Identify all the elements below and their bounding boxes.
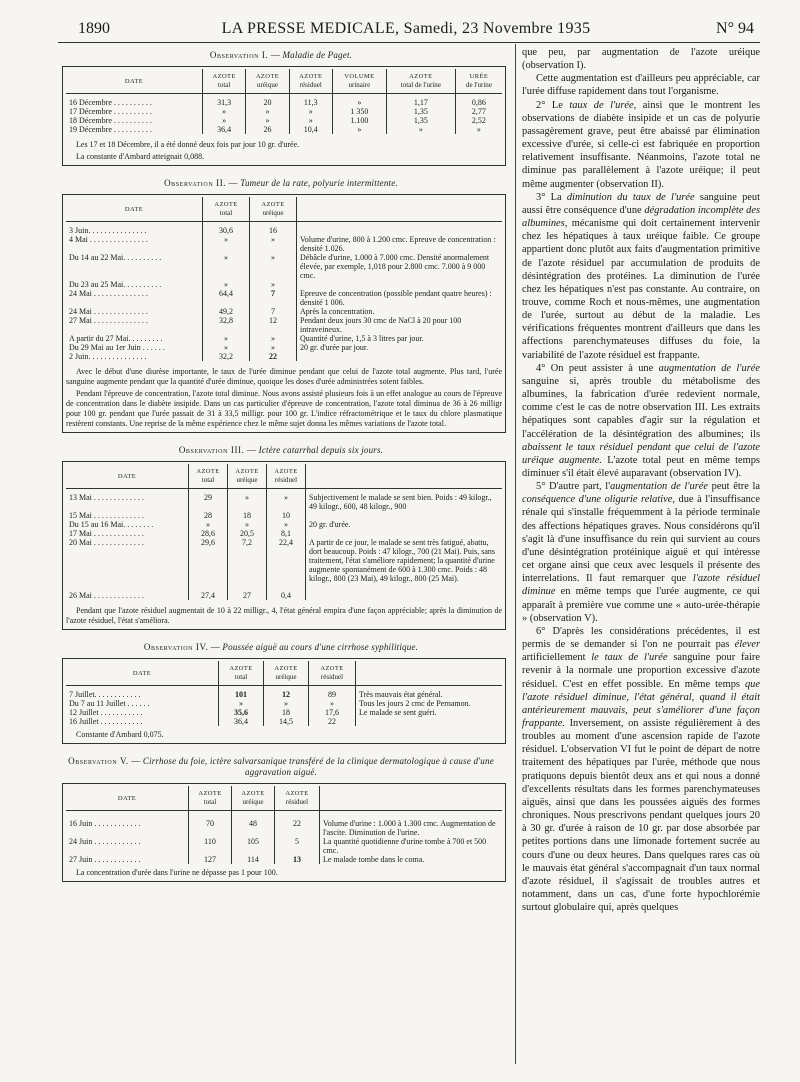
- table-row: Du 23 au 25 Mai. . . . . . . . . . » »: [66, 280, 502, 289]
- col-azote-ureique: AZOTE uréique: [246, 69, 289, 94]
- page-header: [52, 20, 760, 40]
- obs2-note: Avec le début d'une diurèse importante, le taux de l'urée diminue pendant que celui de l'azote total augmente. Plus tard, l'urée sanguine augmente pendant que la quantité d'urée diminue, quoique les doses d'urée administrées soient faibles.: [66, 367, 502, 386]
- table-row: 27 Mai . . . . . . . . . . . . . . 32,8 12 Pendant deux jours 30 cmc de NaCl à 20 pour 100 intraveineux.: [66, 316, 502, 334]
- col-date: DATE: [66, 661, 219, 686]
- table-row: 16 Décembre . . . . . . . . . . 31,3 20 11,3 » 1,17 0,86: [66, 98, 502, 107]
- obs4-table-box: [62, 658, 506, 744]
- paragraph: 3° La diminution du taux de l'urée sanguine peut aussi être conséquence d'une dégradation incomplète des albumines, mécanisme qui doit certainement intervenir chez les hépatiques à taux uréique faible. Ce groupe appartient donc plutôt aux faits d'augmentation primitive de l'azote résiduel par accumulation de produits de désintégration des protéines. La diminution de l'urée chez les hépatiques n'est pas constante. Au contraire, on trouve, comme Roch et nous-mêmes, une augmentation de l'urée, surtout au début de la maladie. Les vérifications fréquentes montrent d'ailleurs que dans les affections parenchymateuses diffuses du foie, la variabilité de l'azote résiduel est frappante.: [522, 191, 760, 361]
- table-row: 3 Juin. . . . . . . . . . . . . . . 30,6 16: [66, 226, 502, 235]
- paragraph: que peu, par augmentation de l'azote uréique (observation I).: [522, 47, 760, 72]
- col-uree: URÉE de l'urine: [455, 69, 502, 94]
- table-row: Du 29 Mai au 1er Juin . . . . . . » » 20 gr. d'urée par jour.: [66, 343, 502, 352]
- obs1-note: Les 17 et 18 Décembre, il a été donné deux fois par jour 10 gr. d'urée.: [76, 140, 300, 149]
- col-azote-total: AZOTE total: [203, 69, 246, 94]
- table-row: 20 Mai . . . . . . . . . . . . . 29,6 7,2 22,4 A partir de ce jour, le malade se sent très fatigué, abattu, dort beaucoup. Poids : 47 kilogr., 700 (21 Mai). Puis, sans traitement, l'état s'améliore rapidement; la quantité d'urine augmente spontanément de 600 à 1.300 cmc. Poids : 48 kilogr., 800 (23 Mai), 49 kilogr., 800 (25 Mai).: [66, 538, 502, 583]
- table-row: 16 Juin . . . . . . . . . . . . 70 48 22 Volume d'urine : 1.000 à 1.300 cmc. Augmentation de l'ascite. Diminution de l'urine.: [66, 819, 502, 837]
- obs2-table: [66, 197, 502, 361]
- issue-number: N° 94: [716, 20, 754, 37]
- page-number: 1890: [78, 20, 110, 37]
- obs5-table-box: [62, 783, 506, 882]
- paragraph: 6° D'après les considérations précédentes, il est permis de se demander si l'on ne pourrait pas élever artificiellement le taux de l'urée sanguine pour faire revenir à la normale une proportion excessive d'azote résiduel. C'est en effet possible. En même temps que l'azote résiduel diminue, l'état général, quand il était antérieurement mauvais, peut s'améliorer d'une façon frappante. Inversement, on assiste régulièrement à des troubles au moment d'une ascension rapide de l'azote résiduel. L'observation VI fut le point de départ de notre traitement des hépatiques par l'urée, méthode que nous pratiquons depuis bientôt deux ans et qui nous a donné d'excellents résultats dans les formes parenchymateuses aiguës, ainsi que dans les poussées aiguës des formes chroniques. Nous prescrivons pendant quelques jours 20 à 30 gr. d'urée à raison de 10 gr. par dose absorbée par petites portions dans une limonade fortement sucrée au cours d'une ou deux heures. Dans quelques rares cas où le mauvais état général s'accompagnait d'un taux normal d'azote résiduel, il s'agissait de troubles autres et notamment, dans un cas, d'une forte hypochlorémie surtout globulaire qui, après quelques: [522, 625, 760, 914]
- obs4-caption: Observation IV. — Poussée aiguë au cours d'une cirrhose syphilitique.: [143, 642, 419, 652]
- col-azote-ureique: AZOTE uréique: [228, 464, 267, 489]
- header-rule: [58, 42, 760, 43]
- col-remarks: [356, 661, 503, 686]
- col-azote-total: AZOTE total: [203, 197, 250, 222]
- paragraph: Cette augmentation est d'ailleurs peu appréciable, car l'urée diffuse rapidement dans tout l'organisme.: [522, 73, 760, 98]
- obs2-caption: Observation II. — Tumeur de la rate, polyurie intermittente.: [164, 178, 398, 188]
- col-remarks: [320, 786, 503, 811]
- table-row: 24 Mai . . . . . . . . . . . . . . 49,2 7 Après la concentration.: [66, 307, 502, 316]
- table-row: 17 Décembre . . . . . . . . . . » » » 1 350 1,35 2,77: [66, 107, 502, 116]
- paragraph: 5° D'autre part, l'augmentation de l'urée peut être la conséquence d'une oligurie relative, due à l'insuffisance rénale qui s'installe fréquemment à la période terminale des affections hépatiques graves. Nous considérons qu'il s'agit là d'une insuffisance du rein qui survient au cours d'une désintégration protéinique aiguë et qui intéresse cet organe ainsi que ceux avec lesquels il présente des interrelations. Il faut remarquer que l'azote résiduel diminue en même temps que l'urée augmente, ce qui apparaît à première vue comme une « auto-urée-thérapie » (observation V).: [522, 481, 761, 624]
- col-azote-total: AZOTE total: [219, 661, 264, 686]
- col-azote-residuel: AZOTE résiduel: [309, 661, 356, 686]
- table-row: 12 Juillet . . . . . . . . . . . 35,6 18 17,6 Le malade se sent guéri.: [66, 708, 502, 717]
- obs3-table-box: [62, 461, 506, 630]
- obs5-caption: Observation V. — Cirrhose du foie, ictère salvarsanique transféré de la clinique dermatologique à cause d'une aggravation aiguë.: [68, 756, 494, 777]
- obs4-note: Constante d'Ambard 0,075.: [76, 730, 164, 739]
- col-azote-residuel: AZOTE résiduel: [275, 786, 320, 811]
- table-row: Du 15 au 16 Mai. . . . . . . . » » » 20 gr. d'urée.: [66, 520, 502, 529]
- obs2-table-box: [62, 194, 506, 433]
- obs3-caption: Observation III. — Ictère catarrhal depuis six jours.: [178, 445, 384, 455]
- obs1-table-box: [62, 66, 506, 166]
- obs4-table: [66, 661, 502, 726]
- table-row: 13 Mai . . . . . . . . . . . . . 29 » » Subjectivement le malade se sent bien. Poids : 49 kilogr., 49 kilogr., 600, 48 kilogr., 900: [66, 493, 502, 511]
- table-row: A partir du 27 Mai. . . . . . . . . » » Quantité d'urine, 1,5 à 3 litres par jour.: [66, 334, 502, 343]
- table-row: 2 Juin. . . . . . . . . . . . . . . 32,2 22: [66, 352, 502, 361]
- col-azote-residuel: AZOTE résiduel: [267, 464, 306, 489]
- table-row: 7 Juillet. . . . . . . . . . . . 101 12 89 Très mauvais état général.: [66, 690, 502, 699]
- obs1-note: La constante d'Ambard atteignait 0,088.: [76, 152, 205, 161]
- obs5-table: [66, 786, 502, 864]
- col-azote-urine: AZOTE total de l'urine: [386, 69, 455, 94]
- table-row: 16 Juillet . . . . . . . . . . . 36,4 14,5 22: [66, 717, 502, 726]
- col-azote-ureique: AZOTE uréique: [264, 661, 309, 686]
- col-azote-residuel: AZOTE résiduel: [289, 69, 332, 94]
- col-azote-total: AZOTE total: [189, 786, 232, 811]
- col-remarks: [297, 197, 503, 222]
- obs1-table: [66, 69, 502, 134]
- journal-title: LA PRESSE MEDICALE, Samedi, 23 Novembre 1935: [221, 20, 591, 37]
- col-azote-ureique: AZOTE uréique: [250, 197, 297, 222]
- table-row: Du 7 au 11 Juillet . . . . . . » » » Tous les jours 2 cmc de Pernamon.: [66, 699, 502, 708]
- col-date: DATE: [66, 197, 203, 222]
- col-remarks: [306, 464, 503, 489]
- table-row: 18 Décembre . . . . . . . . . . » » » 1.100 1,35 2,52: [66, 116, 502, 125]
- obs5-note: La concentration d'urée dans l'urine ne dépasse pas 1 pour 100.: [76, 868, 278, 877]
- right-column-text: [522, 46, 760, 914]
- table-row: 27 Juin . . . . . . . . . . . . 127 114 13 Le malade tombe dans le coma.: [66, 855, 502, 864]
- col-date: DATE: [66, 464, 189, 489]
- table-row: 15 Mai . . . . . . . . . . . . . 28 18 10: [66, 511, 502, 520]
- col-azote-total: AZOTE total: [189, 464, 228, 489]
- paragraph: 4° On peut assister à une augmentation de l'urée sanguine si, après trouble du métabolisme des albumines, la fabrication d'urée redevient normale, comme c'est le cas de notre observation III. Les extraits hépatiques sont capables d'agir sur la régulation et l'accélération de la désintégration des albumines; ils abaissent le taux résiduel pendant que celui de l'azote uréique augmente. L'azote total peut en même temps diminuer s'il était élevé auparavant (observation IV).: [522, 362, 760, 479]
- col-date: DATE: [66, 786, 189, 811]
- obs3-note: Pendant que l'azote résiduel augmentait de 10 à 22 milligr., 4, l'état général empira d'une façon appréciable; après la diminution de l'azote résiduel, l'état s'améliora.: [66, 606, 502, 625]
- obs3-table: [66, 464, 502, 600]
- table-row: 19 Décembre . . . . . . . . . . 36,4 26 10,4 » » »: [66, 125, 502, 134]
- table-row: 17 Mai . . . . . . . . . . . . . 28,6 20,5 8,1: [66, 529, 502, 538]
- col-volume: VOLUME urinaire: [332, 69, 386, 94]
- column-rule: [515, 44, 516, 1064]
- table-row: 24 Mai . . . . . . . . . . . . . . 64,4 7 Epreuve de concentration (possible pendant quatre heures) : densité 1 006.: [66, 289, 502, 307]
- obs2-note: Pendant l'épreuve de concentration, l'azote total diminue. Nous avons assisté plusieurs fois à un effet analogue au cours de l'épreuve de concentration dans le diabète insipide. Dans un cas particulier d'épreuve de concentration, l'azote total diminua de 36 à 26 milligr pour 100 gr. pendant que l'urée passait de 31 à 33,5 milligr. pour 100 gr. L'indice réfractométrique et le taux du chlore plasmatique restèrent constants. Une reprise de la même expérience chez le même sujet donna les mêmes variations de l'azote total.: [66, 389, 502, 428]
- paragraph: 2° Le taux de l'urée, ainsi que le montrent les observations de diabète insipide et un cas de polyurie passagèrement grave, peut être abaissé par élimination excessive d'urée, si celle-ci est fabriquée en proportion relativement insuffisante. Néanmoins, l'azote total ne diminue pas parallèlement à l'azote uréique; il peut même augmenter (observation II).: [522, 99, 760, 190]
- obs1-caption: Observation I. — Maladie de Paget.: [209, 50, 353, 60]
- table-row: 24 Juin . . . . . . . . . . . . 110 105 5 La quantité quotidienne d'urine tombe à 700 et 500 cmc.: [66, 837, 502, 855]
- table-row: Du 14 au 22 Mai. . . . . . . . . . » » Débâcle d'urine, 1.000 à 7.000 cmc. Densité anormalement élevée, par exemple, 1,018 pour 2.800 cmc. 7.000 à 9 000 cmc.: [66, 253, 502, 280]
- col-date: DATE: [66, 69, 203, 94]
- col-azote-ureique: AZOTE uréique: [232, 786, 275, 811]
- left-column: [52, 50, 510, 882]
- table-row: 4 Mai . . . . . . . . . . . . . . . » » Volume d'urine, 800 à 1.200 cmc. Epreuve de concentration : densité 1.026.: [66, 235, 502, 253]
- table-row: 26 Mai . . . . . . . . . . . . . 27,4 27 0,4: [66, 591, 502, 600]
